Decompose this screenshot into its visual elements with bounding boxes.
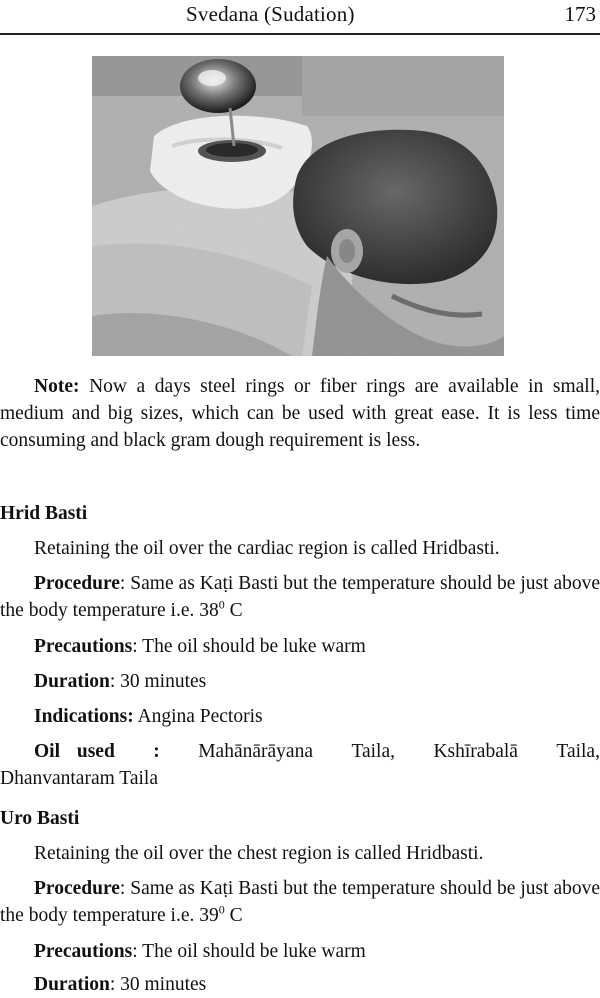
hrid-oil-item-2: Taila, <box>351 741 396 762</box>
hrid-degree-sup: 0 <box>218 597 225 612</box>
hrid-duration-label: Duration <box>34 671 110 692</box>
hrid-duration <box>34 668 600 695</box>
hrid-oil-item-4: Taila, <box>556 741 600 762</box>
uro-procedure-label: Procedure <box>34 878 120 899</box>
uro-description: Retaining the oil over the chest region is called Hridbasti. <box>34 843 484 864</box>
note-paragraph <box>0 373 600 454</box>
hrid-indications-label: Indications: <box>34 706 134 727</box>
hrid-duration-text: : 30 minutes <box>109 671 207 692</box>
hrid-oil-used-line2: Dhanvantaram Taila <box>0 768 158 789</box>
hrid-procedure-text: : Same as Kaṭi Basti but the temperature should be just above the body temperature i.e. 38 <box>0 573 600 621</box>
section-heading-uro-basti: Uro Basti <box>0 808 80 829</box>
hrid-oil-label: Oil used <box>34 741 115 762</box>
section-heading-hrid-basti: Hrid Basti <box>0 503 88 524</box>
hrid-procedure <box>0 570 600 624</box>
hrid-procedure-unit: C <box>224 600 243 621</box>
hrid-oil-item-1: Mahānārāyana <box>198 741 313 762</box>
hrid-precautions-label: Precautions <box>34 636 133 657</box>
chapter-title: Svedana (Sudation) <box>186 2 355 26</box>
uro-precautions-text: : The oil should be luke warm <box>132 941 366 962</box>
uro-precautions-label: Precautions <box>34 941 133 962</box>
hrid-indications-text: Angina Pectoris <box>133 706 263 727</box>
hrid-oil-item-3: Kshīrabalā <box>433 741 518 762</box>
hrid-indications <box>34 703 600 730</box>
uro-precautions <box>34 938 600 965</box>
uro-procedure-unit: C <box>224 905 243 926</box>
hrid-precautions <box>34 633 600 660</box>
uro-degree-sup: 0 <box>218 902 225 917</box>
treatment-photo <box>92 56 504 356</box>
uro-duration-text: : 30 minutes <box>109 974 207 995</box>
hrid-description: Retaining the oil over the cardiac region is called Hridbasti. <box>34 538 500 559</box>
uro-duration <box>34 971 600 998</box>
hrid-oil-used-line1 <box>34 738 600 765</box>
note-text: Now a days steel rings or fiber rings are available in small, medium and big sizes, which can be used with great ease. It is less time consuming and black gram dough requirement is less. <box>0 376 600 451</box>
photo-illustration <box>92 56 504 356</box>
page-number: 173 <box>564 2 596 26</box>
hrid-oil-colon: : <box>153 741 160 762</box>
hrid-precautions-text: : The oil should be luke warm <box>132 636 366 657</box>
uro-duration-label: Duration <box>34 974 110 995</box>
running-header <box>0 0 600 35</box>
hrid-procedure-label: Procedure <box>34 573 120 594</box>
note-label: Note: <box>34 376 80 397</box>
uro-procedure <box>0 875 600 929</box>
uro-procedure-text: : Same as Kaṭi Basti but the temperature should be just above the body temperature i.e. 39 <box>0 878 600 926</box>
